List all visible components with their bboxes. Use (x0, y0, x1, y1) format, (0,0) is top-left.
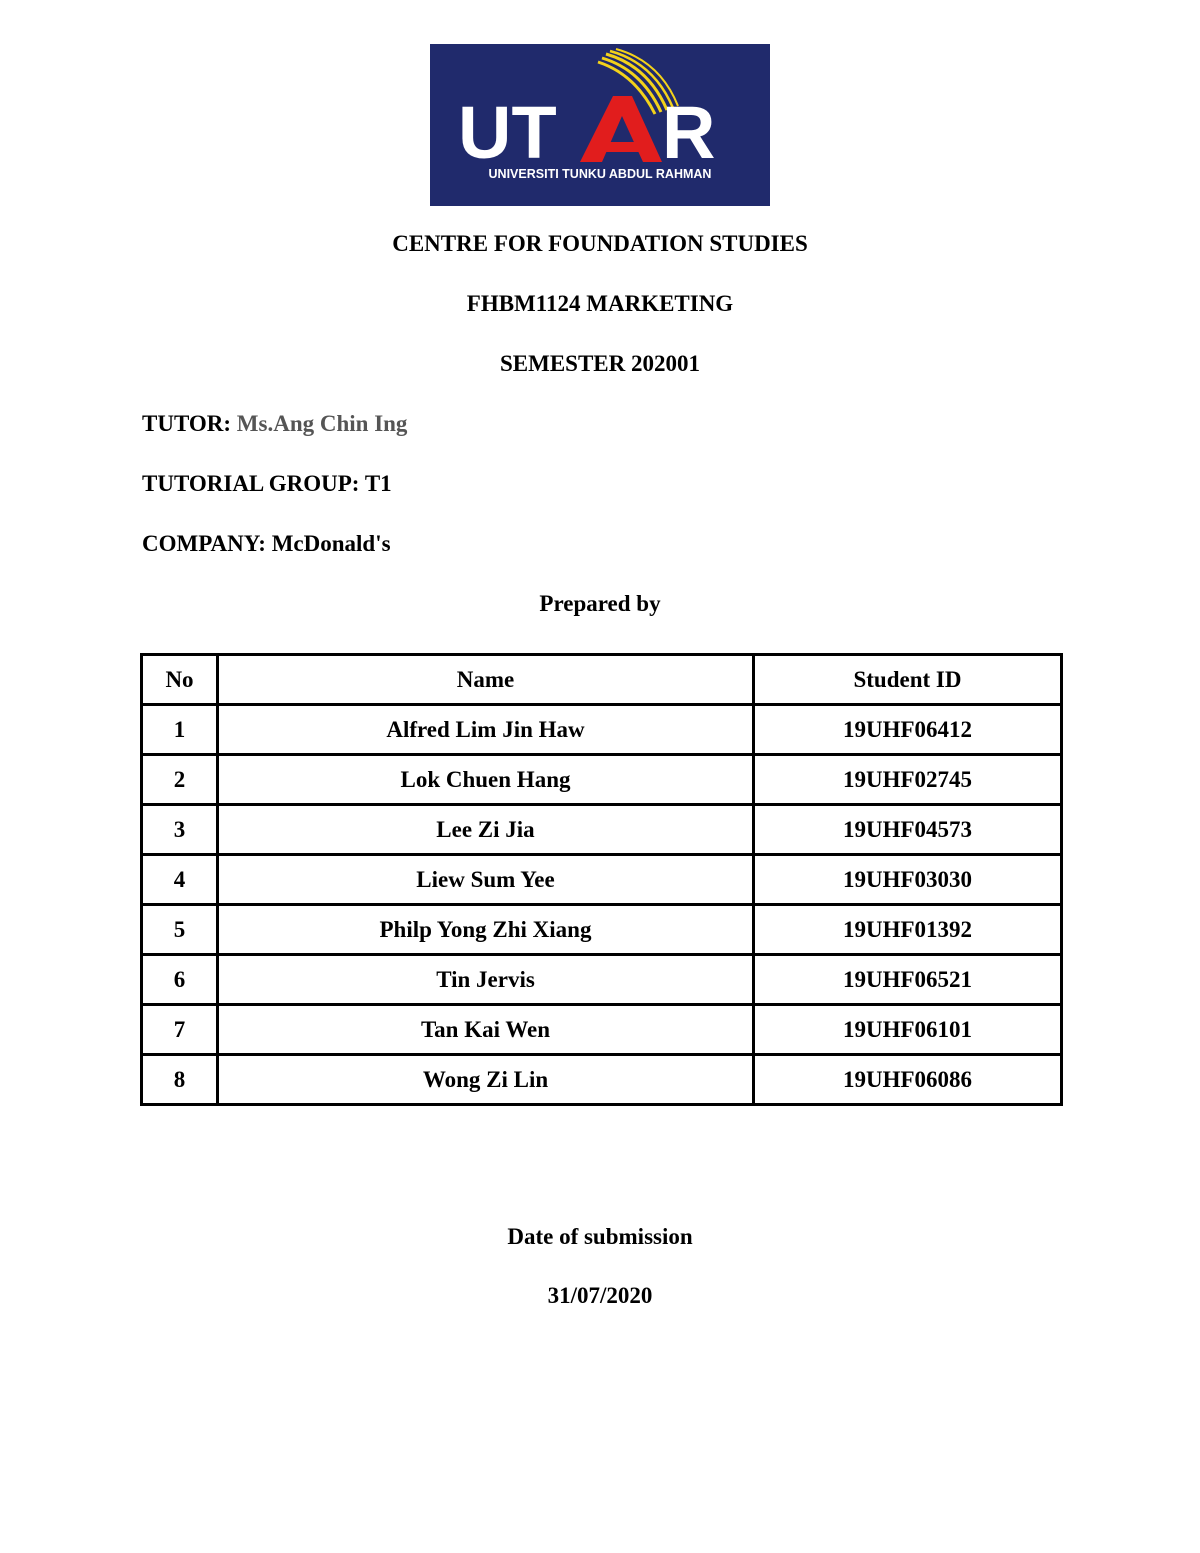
row-no: 4 (142, 855, 218, 905)
row-student-id: 19UHF06412 (754, 705, 1062, 755)
row-no: 1 (142, 705, 218, 755)
members-table (140, 653, 1063, 1106)
row-no: 2 (142, 755, 218, 805)
table-row (142, 1055, 1062, 1105)
table-row (142, 805, 1062, 855)
utar-logo (430, 44, 770, 206)
prepared-by: Prepared by (539, 591, 661, 616)
row-name: Liew Sum Yee (218, 855, 754, 905)
logo-wordmark-ut: UT (458, 91, 557, 174)
row-name: Alfred Lim Jin Haw (218, 705, 754, 755)
company-line (142, 530, 391, 558)
row-no: 7 (142, 1005, 218, 1055)
table-header-row (142, 655, 1062, 705)
logo-wordmark-r: R (662, 91, 716, 174)
row-student-id: 19UHF02745 (754, 755, 1062, 805)
company-label: COMPANY: (142, 531, 266, 556)
submission-date: 31/07/2020 (547, 1283, 653, 1308)
tutorial-group-line (142, 470, 392, 498)
row-student-id: 19UHF01392 (754, 905, 1062, 955)
tutor-line (142, 410, 407, 438)
table-row (142, 855, 1062, 905)
row-name: Tin Jervis (218, 955, 754, 1005)
row-name: Lee Zi Jia (218, 805, 754, 855)
row-student-id: 19UHF03030 (754, 855, 1062, 905)
tutorial-group-value: T1 (364, 471, 392, 496)
centre-title: CENTRE FOR FOUNDATION STUDIES (392, 231, 808, 256)
tutorial-group-label: TUTORIAL GROUP: (142, 471, 360, 496)
row-name: Philp Yong Zhi Xiang (218, 905, 754, 955)
row-no: 3 (142, 805, 218, 855)
logo-subtitle: UNIVERSITI TUNKU ABDUL RAHMAN (488, 167, 712, 181)
header-name: Name (218, 655, 754, 705)
company-value: McDonald's (271, 531, 391, 556)
header-no: No (142, 655, 218, 705)
row-student-id: 19UHF06521 (754, 955, 1062, 1005)
semester-title: SEMESTER 202001 (499, 351, 700, 376)
row-no: 6 (142, 955, 218, 1005)
row-no: 5 (142, 905, 218, 955)
header-student-id: Student ID (754, 655, 1062, 705)
table-row (142, 755, 1062, 805)
table-row (142, 905, 1062, 955)
table-row (142, 955, 1062, 1005)
row-student-id: 19UHF04573 (754, 805, 1062, 855)
table-row (142, 1005, 1062, 1055)
submission-label: Date of submission (507, 1224, 693, 1249)
table-row (142, 705, 1062, 755)
tutor-label: TUTOR: (142, 411, 232, 436)
course-title: FHBM1124 MARKETING (466, 291, 734, 316)
tutor-name: Ms.Ang Chin Ing (236, 411, 408, 436)
row-name: Wong Zi Lin (218, 1055, 754, 1105)
row-name: Lok Chuen Hang (218, 755, 754, 805)
row-student-id: 19UHF06101 (754, 1005, 1062, 1055)
utar-logo-graphic (430, 44, 770, 206)
row-student-id: 19UHF06086 (754, 1055, 1062, 1105)
row-no: 8 (142, 1055, 218, 1105)
row-name: Tan Kai Wen (218, 1005, 754, 1055)
